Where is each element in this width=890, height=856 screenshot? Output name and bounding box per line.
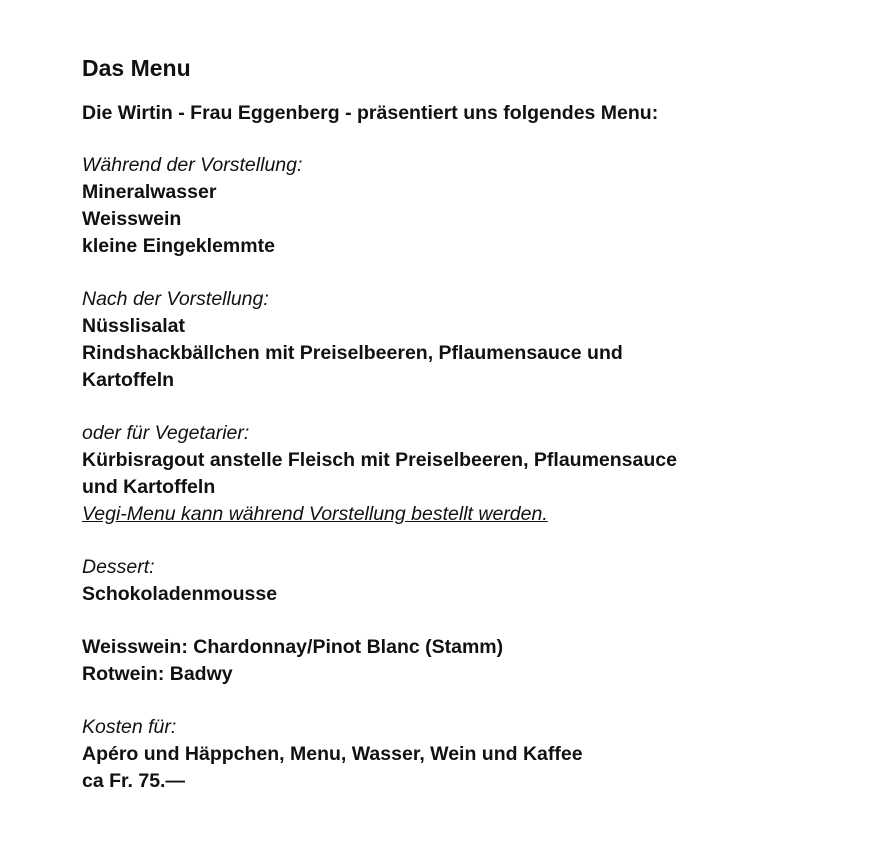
menu-item: Mineralwasser <box>82 181 217 203</box>
section-dessert <box>82 554 862 608</box>
menu-item: Rindshackbällchen mit Preiselbeeren, Pflaumensauce und <box>82 342 623 364</box>
section-label: Dessert: <box>82 556 155 578</box>
menu-item: und Kartoffeln <box>82 476 216 498</box>
section-after-show <box>82 286 862 394</box>
intro-text: Die Wirtin - Frau Eggenberg - präsentiert uns folgendes Menu: <box>82 102 659 124</box>
menu-item: kleine Eingeklemmte <box>82 235 275 257</box>
wine-item: Weisswein: Chardonnay/Pinot Blanc (Stamm) <box>82 636 504 658</box>
section-wine <box>82 634 862 688</box>
menu-item: Kürbisragout anstelle Fleisch mit Preiselbeeren, Pflaumensauce <box>82 449 677 471</box>
menu-item: Weisswein <box>82 208 182 230</box>
section-during-show <box>82 152 862 260</box>
wine-item: Rotwein: Badwy <box>82 663 233 685</box>
section-label: Kosten für: <box>82 716 177 738</box>
vegetarian-note: Vegi-Menu kann während Vorstellung bestellt werden. <box>82 503 548 525</box>
section-label: oder für Vegetarier: <box>82 422 250 444</box>
section-vegetarian <box>82 420 862 528</box>
section-label: Während der Vorstellung: <box>82 154 303 176</box>
section-label: Nach der Vorstellung: <box>82 288 269 310</box>
menu-item: Schokoladenmousse <box>82 583 278 605</box>
cost-price: ca Fr. 75.— <box>82 770 185 792</box>
cost-item: Apéro und Häppchen, Menu, Wasser, Wein und Kaffee <box>82 743 583 765</box>
section-cost <box>82 714 862 795</box>
menu-item: Kartoffeln <box>82 369 175 391</box>
menu-item: Nüsslisalat <box>82 315 185 337</box>
page-title: Das Menu <box>82 55 191 81</box>
menu-document <box>82 52 862 821</box>
